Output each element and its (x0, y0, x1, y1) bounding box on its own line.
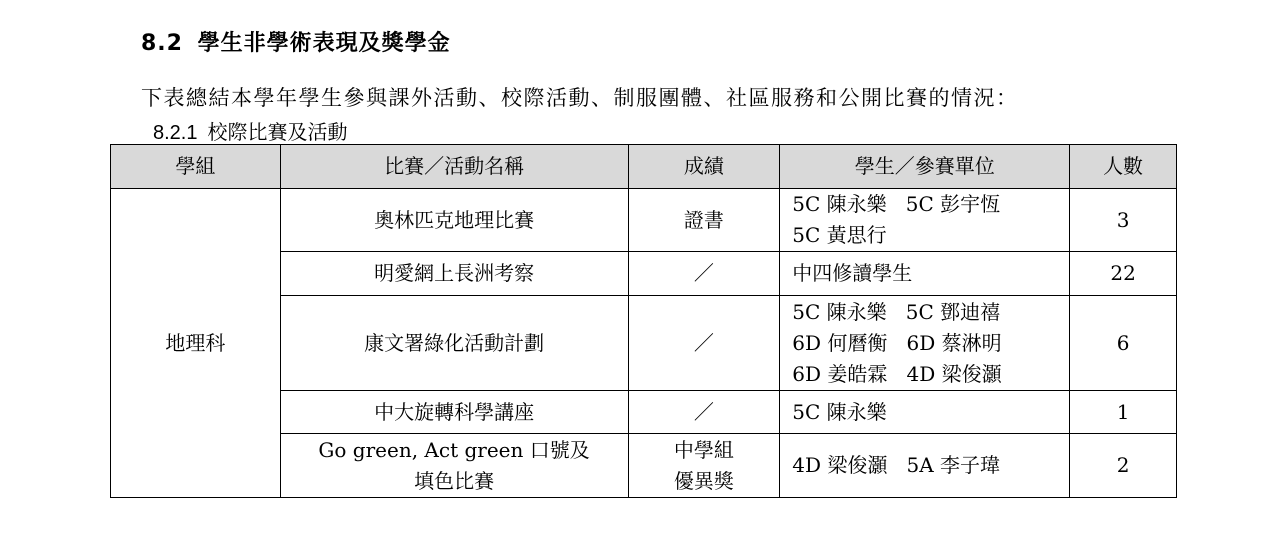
students-cell: 5C 陳永樂 (780, 391, 1070, 434)
event-cell: Go green, Act green 口號及 填色比賽 (280, 434, 628, 498)
count-cell: 3 (1070, 189, 1177, 252)
competitions-table (110, 144, 1177, 498)
intro-paragraph: 下表總結本學年學生參與課外活動、校際活動、制服團體、社區服務和公開比賽的情況： (141, 86, 1019, 110)
count-cell: 2 (1070, 434, 1177, 498)
table-row (111, 189, 1177, 252)
group-cell: 地理科 (111, 189, 281, 498)
result-cell: 中學組 優異獎 (628, 434, 780, 498)
count-cell: 22 (1070, 252, 1177, 296)
header-result: 成績 (628, 145, 780, 189)
result-cell: ／ (628, 252, 780, 296)
result-cell: ／ (628, 391, 780, 434)
section-number: 8.2 (141, 31, 183, 56)
section-heading (141, 26, 451, 57)
count-cell: 1 (1070, 391, 1177, 434)
subsection-heading (153, 116, 347, 145)
students-cell: 中四修讀學生 (780, 252, 1070, 296)
students-cell: 4D 梁俊灝 5A 李子瑋 (780, 434, 1070, 498)
section-title: 學生非學術表現及獎學金 (197, 31, 451, 56)
result-cell: 證書 (628, 189, 780, 252)
event-cell: 明愛網上長洲考察 (280, 252, 628, 296)
header-group: 學組 (111, 145, 281, 189)
header-count: 人數 (1070, 145, 1177, 189)
table-header-row (111, 145, 1177, 189)
students-cell: 5C 陳永樂 5C 彭宇恆 5C 黃思行 (780, 189, 1070, 252)
students-cell: 5C 陳永樂 5C 鄧迪禧 6D 何曆衡 6D 蔡淋明 6D 姜皓霖 4D 梁俊灝 (780, 296, 1070, 391)
result-cell: ／ (628, 296, 780, 391)
event-cell: 奧林匹克地理比賽 (280, 189, 628, 252)
header-event: 比賽／活動名稱 (280, 145, 628, 189)
event-cell: 中大旋轉科學講座 (280, 391, 628, 434)
header-students: 學生／參賽單位 (780, 145, 1070, 189)
subsection-title: 校際比賽及活動 (207, 120, 348, 144)
count-cell: 6 (1070, 296, 1177, 391)
subsection-number: 8.2.1 (153, 122, 198, 144)
event-cell: 康文署綠化活動計劃 (280, 296, 628, 391)
